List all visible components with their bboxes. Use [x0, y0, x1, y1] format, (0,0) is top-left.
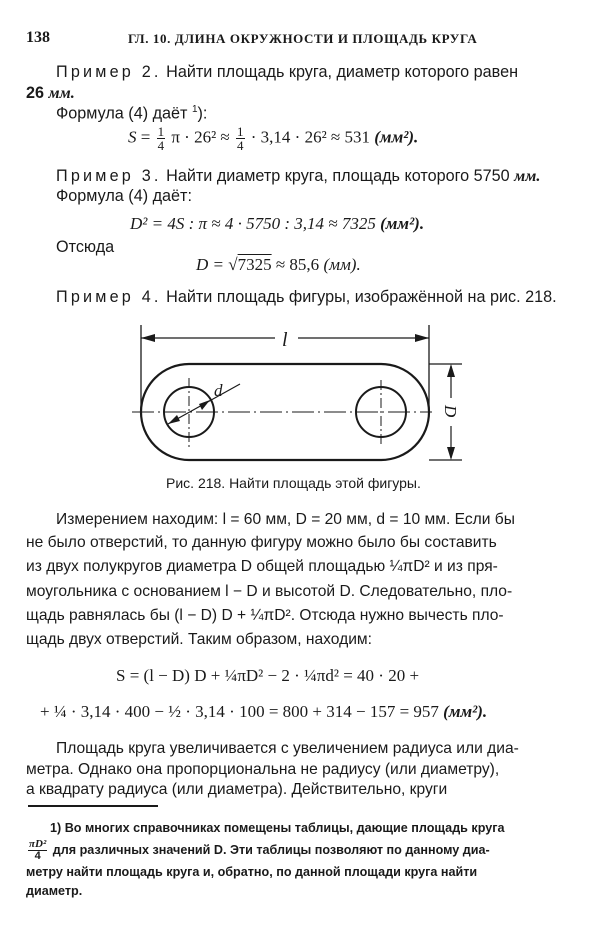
label-D: D	[441, 405, 460, 418]
example-3-formula-intro: Формула (4) даёт:	[56, 187, 192, 205]
paragraph-line: из двух полукругов диаметра D общей площадью ¼πD² и из пря-	[26, 558, 498, 575]
footnote-line: метру найти площадь круга и, обратно, по данной площади круга найти	[26, 865, 478, 879]
example-2-text: Найти площадь круга, диаметр которого равен	[166, 63, 519, 81]
running-title: ГЛ. 10. ДЛИНА ОКРУЖНОСТИ И ПЛОЩАДЬ КРУГА	[128, 31, 478, 46]
unit: мм.	[48, 84, 75, 102]
formula-lhs: D = √	[196, 255, 238, 274]
footnote-ref[interactable]: 1	[191, 104, 198, 115]
footnote-fraction: $\frac{\text{πD²}}{4}$	[29, 838, 47, 862]
example-3-label: Пример 3.	[56, 167, 162, 185]
footnote-marker: 1)	[50, 821, 62, 835]
paragraph-line: а квадрату радиуса (или диаметра). Действительно, круги	[26, 781, 448, 798]
paragraph-line: щадь равнялась бы (l − D) D + ¼πD². Отсюда нужно вычесть пло-	[26, 607, 504, 624]
footnote-line	[50, 821, 505, 835]
formula-part: · 3,14 · 26² ≈ 531	[250, 127, 371, 147]
example-2-formula: S = $\frac{1}{4}$ π · 26² ≈ $\frac{1}{4}$ · 3,14 · 26² ≈ 531 (мм²).	[128, 124, 419, 153]
footnote-line	[26, 839, 490, 862]
paragraph-line: щадь двух отверстий. Таким образом, находим:	[26, 631, 372, 648]
footnote-line: диаметр.	[26, 884, 83, 898]
formula-part: ≈ 85,6	[275, 255, 320, 274]
unit: (мм²).	[374, 127, 419, 147]
unit: мм.	[514, 167, 541, 185]
example-2-label: Пример 2.	[56, 63, 162, 81]
paragraph-line: Площадь круга увеличивается с увеличением радиуса или диа-	[56, 740, 519, 757]
formula-intro-end: ):	[197, 104, 208, 123]
final-formula-line-2	[40, 702, 487, 722]
example-3-text: Найти диаметр круга, площадь которого 5750	[166, 167, 510, 185]
formula-part: + ¼ · 3,14 · 400 − ½ · 3,14 · 100 = 800 + 314 − 157 = 957	[40, 702, 439, 721]
unit: (мм²).	[443, 702, 488, 721]
paragraph-line: Измерением находим: l = 60 мм, D = 20 мм, d = 10 мм. Если бы	[56, 511, 515, 528]
fraction: $\frac{1}{4}$	[237, 124, 244, 153]
label-l: l	[282, 329, 288, 351]
formula-lhs: S	[128, 127, 137, 147]
unit: (мм²).	[380, 214, 425, 233]
paragraph-line: не было отверстий, то данную фигуру можно было бы составить	[26, 534, 497, 551]
formula-part: π · 26² ≈	[171, 127, 230, 147]
radicand: 7325	[237, 255, 272, 274]
label-d: d	[214, 381, 223, 400]
footnote-rule	[28, 805, 158, 807]
paragraph-line: моугольника с основанием l − D и высотой D. Следовательно, пло-	[26, 583, 513, 600]
example-4-text: Найти площадь фигуры, изображённой на рис. 218.	[166, 288, 557, 306]
diameter-value: 26	[26, 84, 45, 102]
formula-intro-text: Формула (4) даёт	[56, 104, 188, 123]
fraction: $\frac{1}{4}$	[157, 124, 165, 153]
example-4-label: Пример 4.	[56, 288, 162, 306]
paragraph-line: метра. Однако она пропорциональна не радиусу (или диаметру),	[26, 761, 500, 778]
formula: D² = 4S : π ≈ 4 · 5750 : 3,14 ≈ 7325	[130, 214, 376, 233]
footnote-text: для различных значений D. Эти таблицы позволяют по данному диа-	[52, 842, 490, 857]
page-number: 138	[26, 29, 50, 46]
figure-caption: Рис. 218. Найти площадь этой фигуры.	[166, 475, 421, 491]
footnote-text: Во многих справочниках помещены таблицы, дающие площадь круга	[64, 821, 505, 835]
unit: (мм).	[323, 255, 361, 274]
hence-label: Отсюда	[56, 238, 115, 256]
final-formula-line-1: S = (l − D) D + ¼πD² − 2 · ¼πd² = 40 · 20 +	[116, 666, 420, 685]
